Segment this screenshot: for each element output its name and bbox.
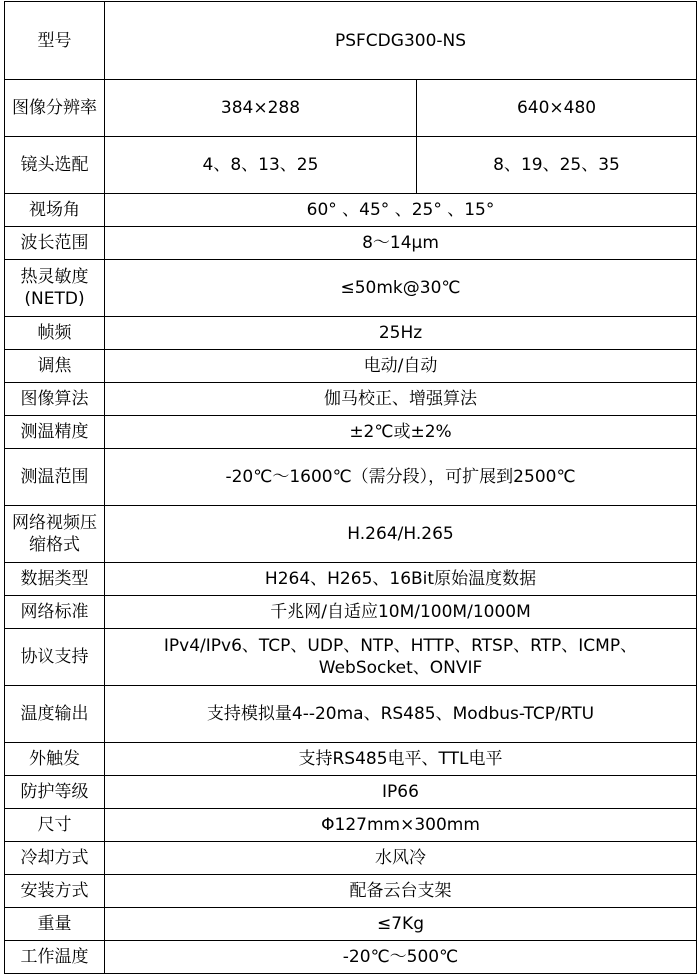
label-work-temp: 工作温度 bbox=[5, 941, 105, 974]
value-weight: ≤7Kg bbox=[105, 908, 697, 941]
label-temp-range: 测温范围 bbox=[5, 449, 105, 506]
label-wavelength: 波长范围 bbox=[5, 227, 105, 260]
label-protection: 防护等级 bbox=[5, 776, 105, 809]
label-trigger: 外触发 bbox=[5, 743, 105, 776]
value-protocol: IPv4/IPv6、TCP、UDP、NTP、HTTP、RTSP、RTP、ICMP、WebSocket、ONVIF bbox=[105, 629, 697, 686]
value-temp-output: 支持模拟量4--20ma、RS485、Modbus-TCP/RTU bbox=[105, 686, 697, 743]
row-focus bbox=[5, 350, 697, 383]
row-resolution bbox=[5, 80, 697, 137]
label-weight: 重量 bbox=[5, 908, 105, 941]
value-compression: H.264/H.265 bbox=[105, 506, 697, 563]
label-frame-rate: 帧频 bbox=[5, 317, 105, 350]
value-network: 千兆网/自适应10M/100M/1000M bbox=[105, 596, 697, 629]
row-trigger bbox=[5, 743, 697, 776]
row-model bbox=[5, 2, 697, 80]
value-algorithm: 伽马校正、增强算法 bbox=[105, 383, 697, 416]
value-mounting: 配备云台支架 bbox=[105, 875, 697, 908]
row-mounting bbox=[5, 875, 697, 908]
row-weight bbox=[5, 908, 697, 941]
value-resolution-a: 384×288 bbox=[105, 80, 417, 137]
row-data-type bbox=[5, 563, 697, 596]
row-lens bbox=[5, 137, 697, 194]
row-temp-range bbox=[5, 449, 697, 506]
label-cooling: 冷却方式 bbox=[5, 842, 105, 875]
row-temp-output bbox=[5, 686, 697, 743]
row-size bbox=[5, 809, 697, 842]
label-network: 网络标准 bbox=[5, 596, 105, 629]
row-fov bbox=[5, 194, 697, 227]
row-work-temp bbox=[5, 941, 697, 974]
row-network bbox=[5, 596, 697, 629]
value-lens-a: 4、8、13、25 bbox=[105, 137, 417, 194]
label-model: 型号 bbox=[5, 2, 105, 80]
label-resolution: 图像分辨率 bbox=[5, 80, 105, 137]
label-fov: 视场角 bbox=[5, 194, 105, 227]
value-model: PSFCDG300-NS bbox=[105, 2, 697, 80]
value-resolution-b: 640×480 bbox=[417, 80, 697, 137]
label-compression: 网络视频压缩格式 bbox=[5, 506, 105, 563]
row-compression bbox=[5, 506, 697, 563]
value-protection: IP66 bbox=[105, 776, 697, 809]
value-accuracy: ±2℃或±2% bbox=[105, 416, 697, 449]
value-netd: ≤50mk@30℃ bbox=[105, 260, 697, 317]
label-data-type: 数据类型 bbox=[5, 563, 105, 596]
label-netd: 热灵敏度(NETD) bbox=[5, 260, 105, 317]
value-data-type: H264、H265、16Bit原始温度数据 bbox=[105, 563, 697, 596]
value-work-temp: -20℃～500℃ bbox=[105, 941, 697, 974]
label-mounting: 安装方式 bbox=[5, 875, 105, 908]
label-temp-output: 温度输出 bbox=[5, 686, 105, 743]
row-algorithm bbox=[5, 383, 697, 416]
value-wavelength: 8～14μm bbox=[105, 227, 697, 260]
row-netd bbox=[5, 260, 697, 317]
row-accuracy bbox=[5, 416, 697, 449]
value-size: Φ127mm×300mm bbox=[105, 809, 697, 842]
label-protocol: 协议支持 bbox=[5, 629, 105, 686]
label-size: 尺寸 bbox=[5, 809, 105, 842]
label-lens: 镜头选配 bbox=[5, 137, 105, 194]
value-trigger: 支持RS485电平、TTL电平 bbox=[105, 743, 697, 776]
value-fov: 60° 、45° 、25° 、15° bbox=[105, 194, 697, 227]
row-wavelength bbox=[5, 227, 697, 260]
value-frame-rate: 25Hz bbox=[105, 317, 697, 350]
row-cooling bbox=[5, 842, 697, 875]
value-cooling: 水风冷 bbox=[105, 842, 697, 875]
row-frame-rate bbox=[5, 317, 697, 350]
row-protocol bbox=[5, 629, 697, 686]
row-protection bbox=[5, 776, 697, 809]
value-temp-range: -20℃～1600℃（需分段），可扩展到2500℃ bbox=[105, 449, 697, 506]
spec-table bbox=[4, 1, 697, 974]
label-algorithm: 图像算法 bbox=[5, 383, 105, 416]
value-lens-b: 8、19、25、35 bbox=[417, 137, 697, 194]
label-accuracy: 测温精度 bbox=[5, 416, 105, 449]
label-focus: 调焦 bbox=[5, 350, 105, 383]
value-focus: 电动/自动 bbox=[105, 350, 697, 383]
